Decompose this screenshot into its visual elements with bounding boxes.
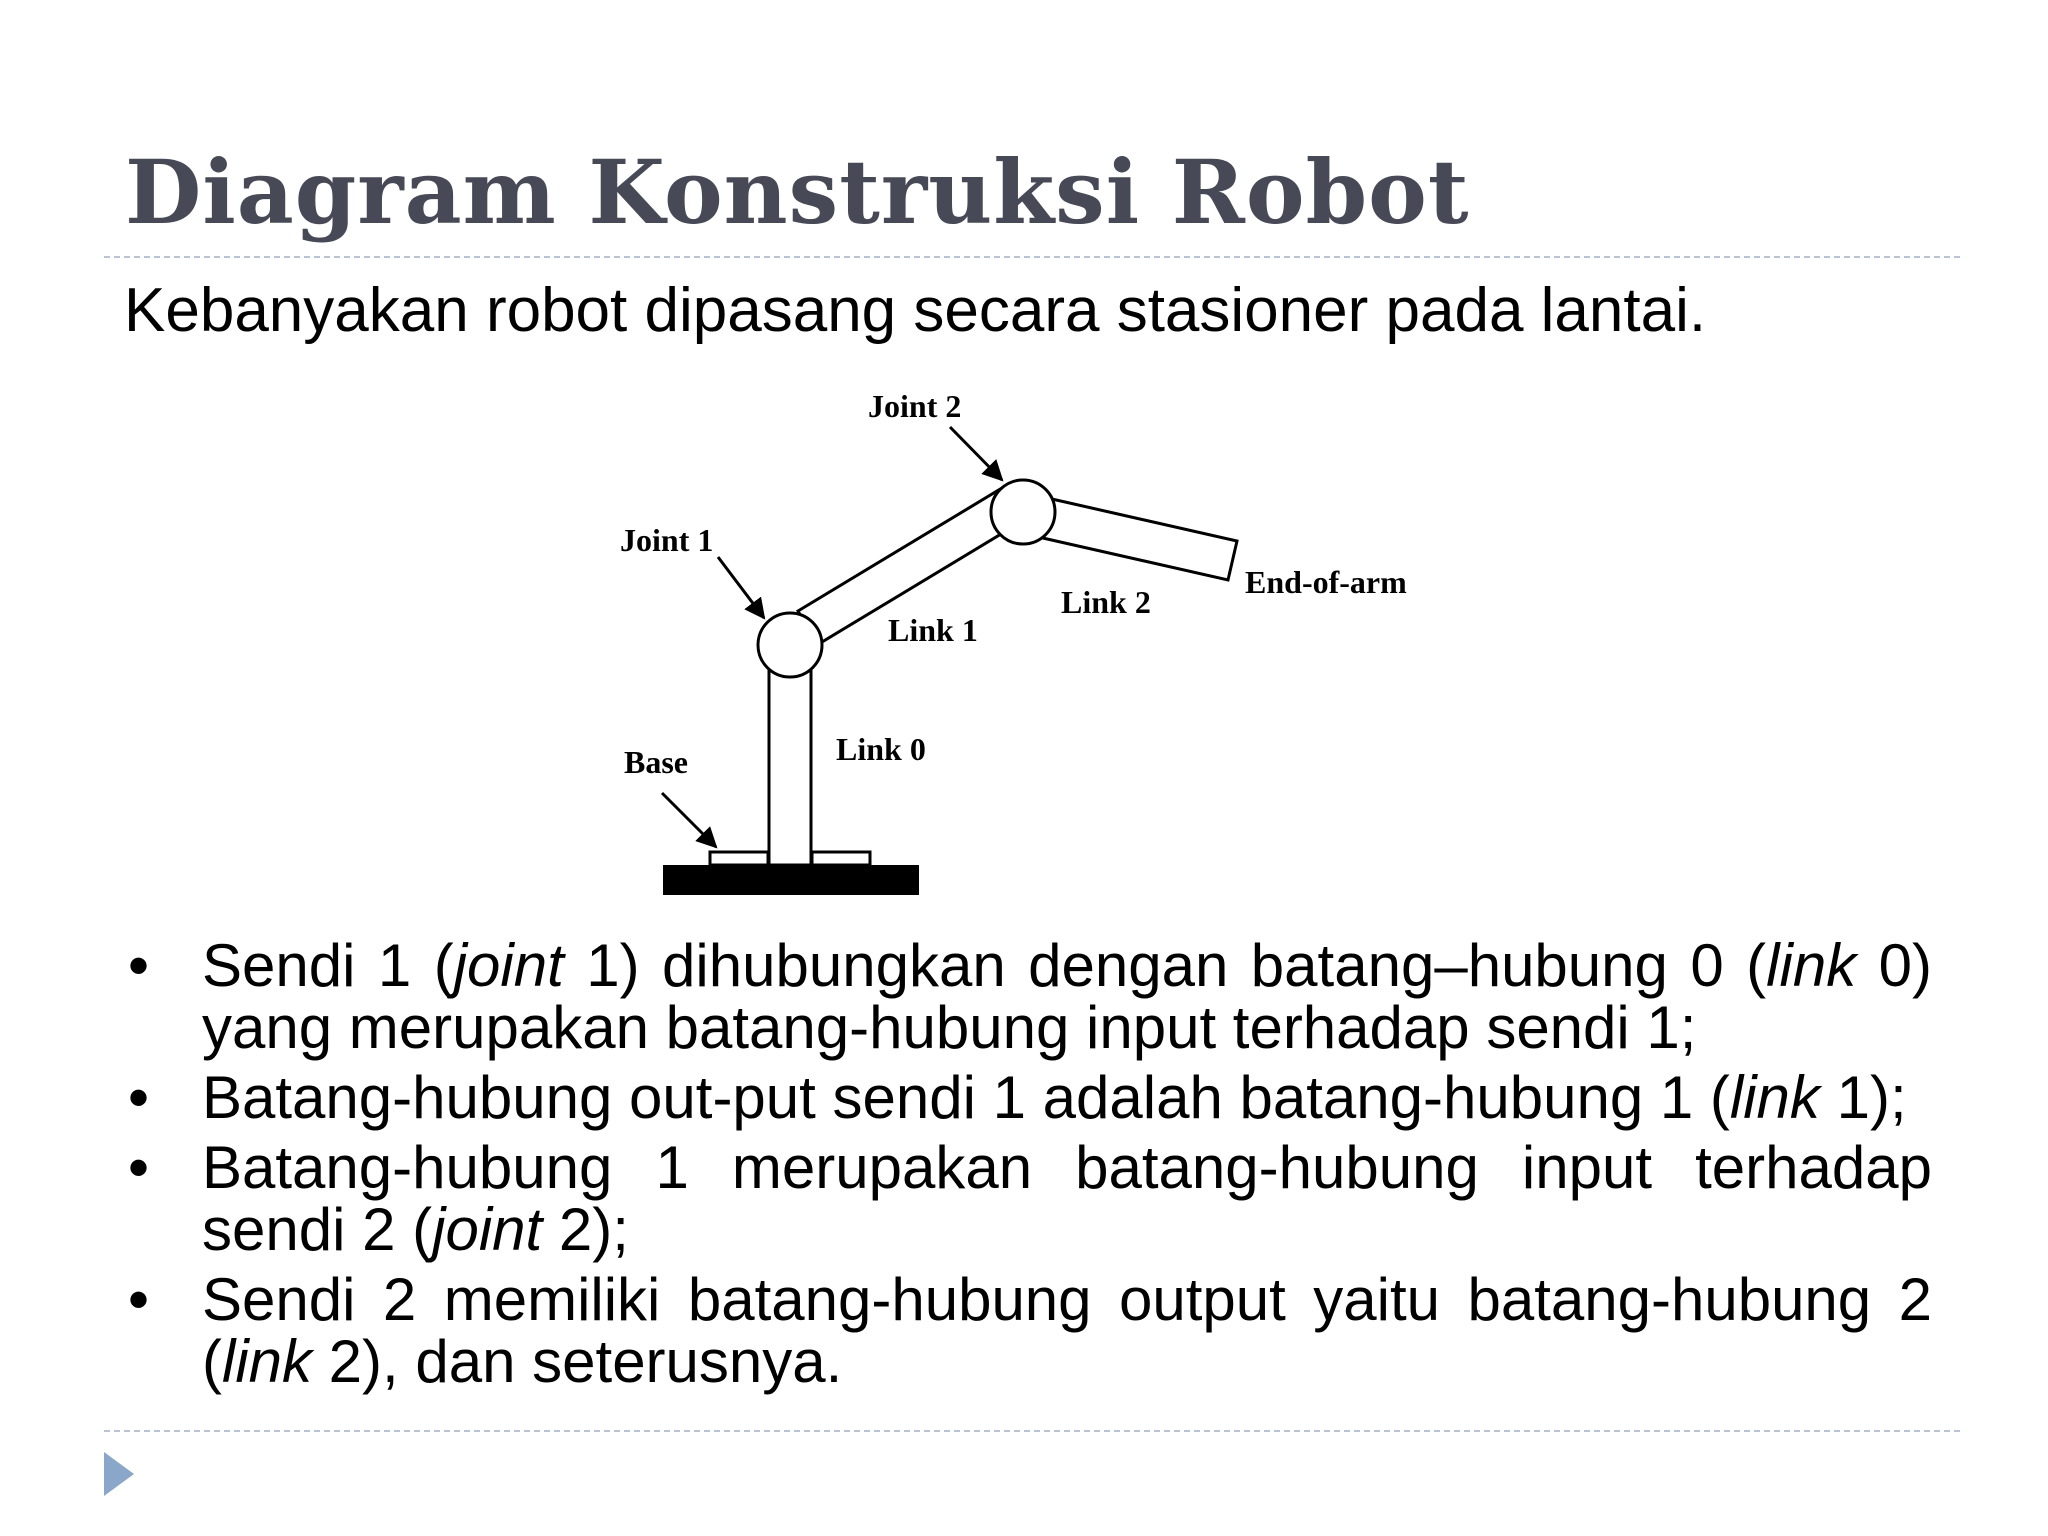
list-item [120,1134,1932,1263]
joint-2-arrow [950,427,1002,480]
slide-title: Diagram Konstruksi Robot [125,140,1470,244]
title-divider [104,256,1960,258]
list-item [120,1064,1932,1131]
link-2-label: Link 2 [1061,584,1151,620]
robot-construction-diagram [600,375,1500,915]
end-of-arm-label: End-of-arm [1245,564,1407,600]
bullet-text: Sendi 1 (joint 1) dihubungkan dengan batang–hubung 0 (link 0) yang merupakan batang-hubung input terhadap sendi 1; [202,932,1933,1061]
joint-2-circle [991,480,1055,544]
joint-1-circle [758,613,822,677]
base-mount-left [710,852,768,865]
bullet-text: Batang-hubung 1 merupakan batang-hubung input terhadap sendi 2 (joint 2); [202,1134,1932,1263]
joint-1-arrow [718,557,764,618]
link-0-label: Link 0 [836,731,926,767]
base-arrow [662,793,716,847]
bullet-text: Batang-hubung out-put sendi 1 adalah batang-hubung 1 (link 1); [202,1064,1907,1131]
base-mount-right [812,852,870,865]
base-label: Base [624,744,688,780]
joint-2-label: Joint 2 [868,388,962,424]
bullet-marker: • [128,1134,150,1201]
list-item [120,1266,1932,1395]
footer-divider [104,1430,1960,1432]
bullet-marker: • [128,932,150,999]
slide-subtitle: Kebanyakan robot dipasang secara stasioner pada lantai. [124,276,1707,345]
bullet-marker: • [128,1266,150,1333]
floor-base-plate [663,865,919,895]
bullet-marker: • [128,1064,150,1131]
bullet-list [120,932,1933,1401]
joint-1-label: Joint 1 [620,522,714,558]
link-1-label: Link 1 [888,612,978,648]
list-item [120,932,1933,1061]
bullet-text: Sendi 2 memiliki batang-hubung output yaitu batang-hubung 2 (link 2), dan seterusnya. [202,1266,1932,1395]
play-triangle-icon [104,1452,134,1496]
